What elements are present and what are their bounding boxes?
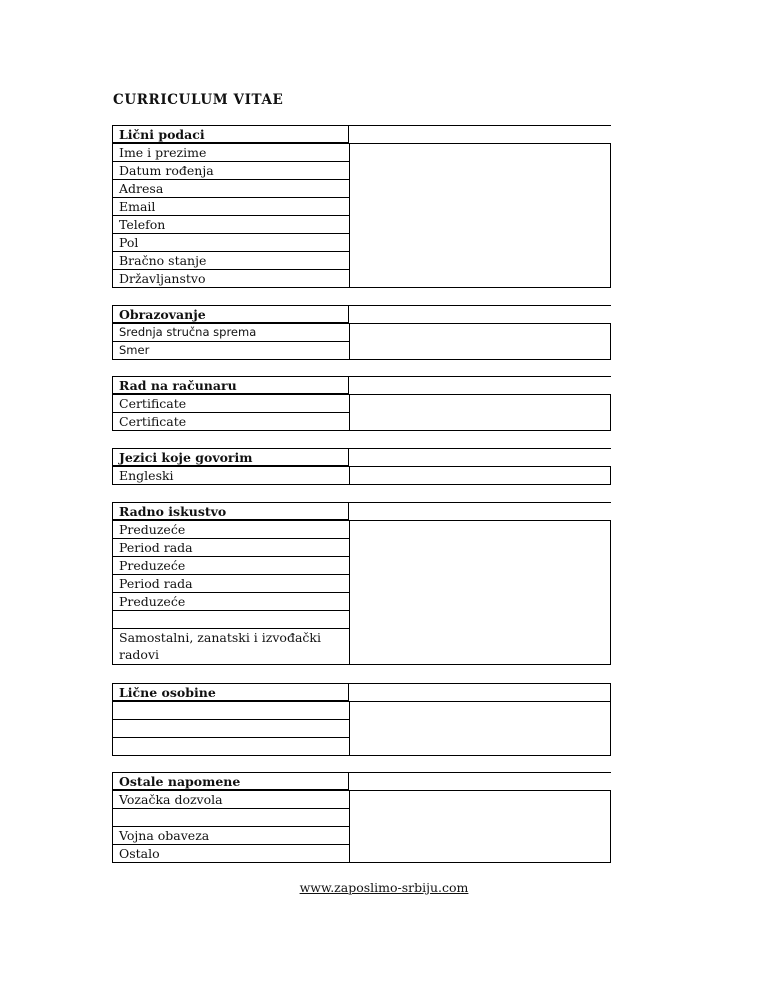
- header-gap: [349, 125, 611, 143]
- page-title: CURRICULUM VITAE: [113, 92, 284, 108]
- section-header: Rad na računaru: [112, 376, 349, 394]
- value-area[interactable]: [350, 394, 610, 430]
- value-area[interactable]: [350, 143, 610, 287]
- value-area[interactable]: [350, 520, 610, 664]
- field-label: Vojna obaveza: [113, 826, 349, 844]
- field-label: Datum rođenja: [113, 161, 349, 179]
- section-header: Obrazovanje: [112, 305, 349, 323]
- field-label: Vozačka dozvola: [113, 790, 349, 808]
- section-header: Radno iskustvo: [112, 502, 349, 520]
- field-label: Certificate: [113, 394, 349, 412]
- field-label: Samostalni, zanatski i izvođački radovi: [113, 628, 349, 664]
- section-obrazovanje: [112, 305, 611, 360]
- section-radno-iskustvo: [112, 502, 611, 665]
- field-label: Preduzeće: [113, 592, 349, 610]
- section-licni-podaci: [112, 125, 611, 288]
- section-licne-osobine: [112, 683, 611, 756]
- header-gap: [349, 448, 611, 466]
- field-label: Smer: [113, 341, 349, 359]
- field-label: Preduzeće: [113, 556, 349, 574]
- value-area[interactable]: [350, 701, 610, 755]
- field-label: Email: [113, 197, 349, 215]
- field-label: [113, 737, 349, 755]
- field-label: Preduzeće: [113, 520, 349, 538]
- field-label: Državljanstvo: [113, 269, 349, 287]
- value-area[interactable]: [350, 790, 610, 862]
- field-label: Bračno stanje: [113, 251, 349, 269]
- field-label: [113, 610, 349, 628]
- field-label: Srednja stručna sprema: [113, 323, 349, 341]
- field-label: Adresa: [113, 179, 349, 197]
- header-gap: [349, 772, 611, 790]
- field-label: Ostalo: [113, 844, 349, 862]
- section-ostale-napomene: [112, 772, 611, 863]
- field-label: [113, 701, 349, 719]
- field-label: Pol: [113, 233, 349, 251]
- field-label: Period rada: [113, 538, 349, 556]
- field-label: Engleski: [113, 466, 349, 484]
- section-header: Lične osobine: [112, 683, 349, 701]
- header-gap: [349, 683, 611, 701]
- section-header: Jezici koje govorim: [112, 448, 349, 466]
- section-header: Ostale napomene: [112, 772, 349, 790]
- value-area[interactable]: [350, 466, 610, 484]
- footer-link[interactable]: www.zaposlimo-srbiju.com: [299, 880, 469, 895]
- field-label: [113, 719, 349, 737]
- field-label: Certificate: [113, 412, 349, 430]
- header-gap: [349, 376, 611, 394]
- section-header: Lični podaci: [112, 125, 349, 143]
- value-area[interactable]: [350, 323, 610, 359]
- field-label: Period rada: [113, 574, 349, 592]
- section-jezici: [112, 448, 611, 485]
- field-label: Telefon: [113, 215, 349, 233]
- field-label: Ime i prezime: [113, 143, 349, 161]
- header-gap: [349, 502, 611, 520]
- header-gap: [349, 305, 611, 323]
- field-label: [113, 808, 349, 826]
- section-rad-na-racunaru: [112, 376, 611, 431]
